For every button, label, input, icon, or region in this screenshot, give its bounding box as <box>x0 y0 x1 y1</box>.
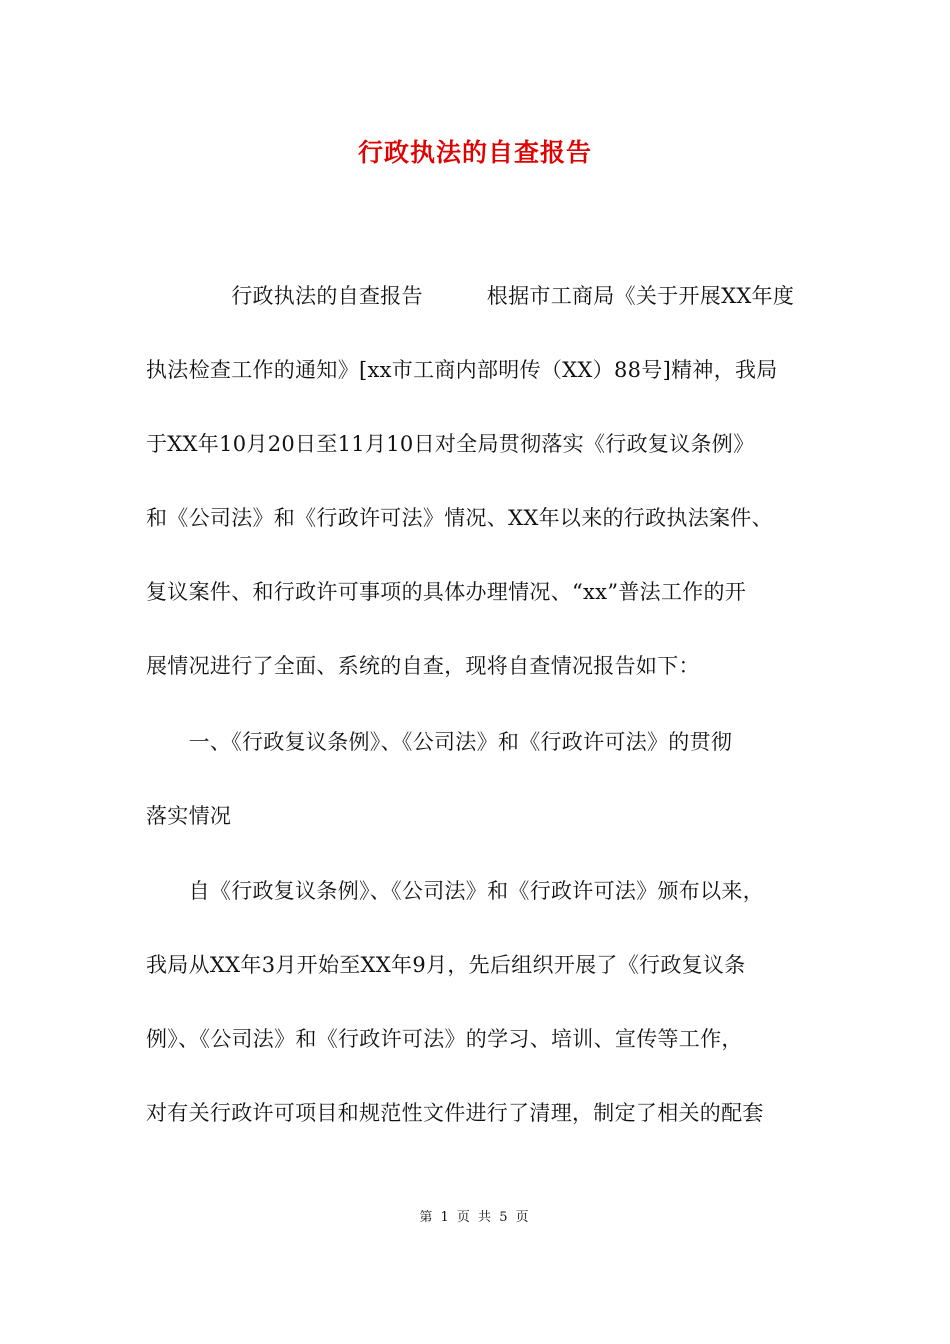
section-heading-line: 落实情况 <box>146 804 232 828</box>
body-line: 对有关行政许可项目和规范性文件进行了清理，制定了相关的配套 <box>146 1101 764 1125</box>
body-line: 我局从XX年3月开始至XX年9月，先后组织开展了《行政复议条 <box>146 953 746 977</box>
body-line: 展情况进行了全面、系统的自查，现将自查情况报告如下： <box>146 654 700 678</box>
document-title: 行政执法的自查报告 <box>357 138 592 167</box>
body-line: 执法检查工作的通知》[xx市工商内部明传（XX）88号]精神，我局 <box>146 358 778 382</box>
body-line: 例》、《公司法》和《行政许可法》的学习、培训、宣传等工作， <box>146 1027 743 1051</box>
body-line: 行政执法的自查报告 根据市工商局《关于开展XX年度 <box>146 284 795 308</box>
section-heading-line: 一、《行政复议条例》、《公司法》和《行政许可法》的贯彻 <box>146 730 733 754</box>
body-line: 于XX年10月20日至11月10日对全局贯彻落实《行政复议条例》 <box>146 432 755 456</box>
page-number-footer: 第 1 页 共 5 页 <box>419 1210 531 1225</box>
body-line: 复议案件、和行政许可事项的具体办理情况、“xx”普法工作的开 <box>146 580 747 604</box>
body-line: 自《行政复议条例》、《公司法》和《行政许可法》颁布以来， <box>146 879 764 903</box>
body-line: 和《公司法》和《行政许可法》情况、XX年以来的行政执法案件、 <box>146 506 773 530</box>
